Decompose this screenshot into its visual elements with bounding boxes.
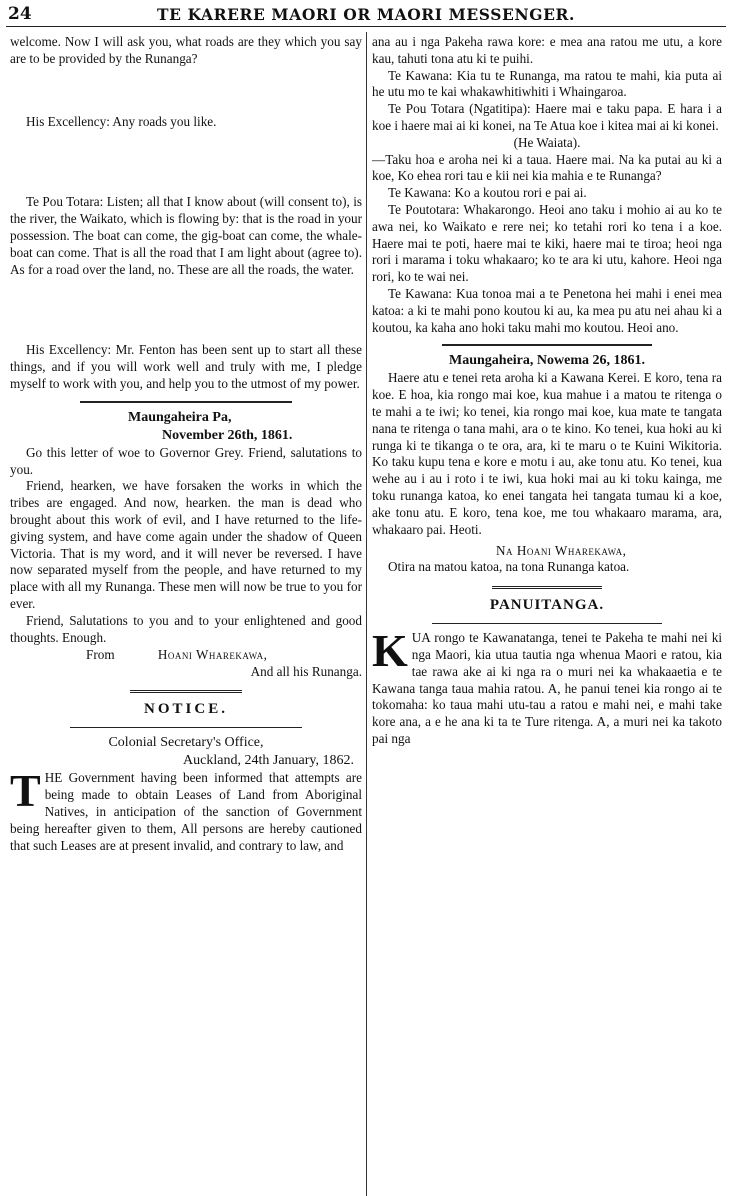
running-title: TE KARERE MAORI OR MAORI MESSENGER. xyxy=(157,5,575,24)
page-header xyxy=(6,2,726,27)
dialogue-paragraph: His Excellency: Mr. Fenton has been sent up to start all these things, and if you will work well and truly with me, I pledge myself to work with you, and help you to the utmost of my power. xyxy=(10,342,362,391)
notice-body xyxy=(372,625,722,748)
section-rule xyxy=(80,401,292,403)
section-rule xyxy=(70,727,302,728)
notice-date: Auckland, 24th January, 1862. xyxy=(183,753,354,769)
letter-date: November 26th, 1861. xyxy=(162,427,293,443)
section-rule xyxy=(432,623,662,624)
letter-paragraph: Go this letter of woe to Governor Grey. Friend, salutations to you. xyxy=(10,444,362,477)
maori-column xyxy=(372,34,722,748)
signature-from: From xyxy=(86,647,115,663)
signature-name: Na Hoani Wharekawa, xyxy=(496,543,627,559)
signature-name: Hoani Wharekawa, xyxy=(157,647,268,663)
dialogue-paragraph: Te Kawana: Kua tonoa mai a te Penetona hei mahi i enei mea katoa: a ki te mahi pono koutou ki au, ka mea pu atu nei ahau ki a koutou, ka kaha ano hoki taku mahi mo koutou. Heoi ano. xyxy=(372,285,722,335)
notice-text: UA rongo te Kawanatanga, tenei te Pakeha te mahi nei ki nga Maori, kia utua tautia nga whenua Maori e ratou, kia tae rawa ake ai ki nga ra o muri nei ka whakaaetia e te Kawana tanga taua mahia ratou. A, he panui tenei kia rongo ai te tokomaha: ko taua mahi utu-tau a ratou e mahi nei, e mahi take kore ana, a e he ana ki ta te Ture ritenga. A, a muri nei ka takoto pai nga xyxy=(372,630,722,746)
song-label: (He Waiata). xyxy=(513,134,581,150)
letter-signature xyxy=(10,646,362,663)
dialogue-paragraph: welcome. Now I will ask you, what roads are they which you say are to be provided by the Runanga? xyxy=(10,34,362,66)
notice-text: HE Government having been informed that attempts are being made to obtain Leases of Land from Aboriginal Natives, in anticipation of the sanction of Government being hereafter given to them, All persons are hereby cautioned that such Leases are at present invalid, and contrary to law, and xyxy=(10,770,362,853)
dialogue-paragraph: Te Pou Totara (Ngatitipa): Haere mai e taku papa. E hara i a koe i haere mai ai ki konei, na Te Atua koe i kitea mai ai ki konei. xyxy=(372,101,722,133)
dialogue-paragraph: Te Kawana: Ko a koutou rori e pai ai. xyxy=(388,185,587,201)
dialogue-paragraph: Te Poutotara: Whakarongo. Heoi ano taku i mohio ai au ko te awa nei, ko Waikato e rere nei; ko tetahi rori ko tena i a koe. Haere mai te poti, haere mai te kiki, haere mai te tiroa; heoi nga rori i marama i toku whakaaro; ko te ara ki utu, kahore. Heoi nga rori, ko te wai nei. xyxy=(372,201,722,285)
signature-line: And all his Runanga. xyxy=(250,664,362,680)
signature-line: Otira na matou katoa, na tona Runanga katoa. xyxy=(388,559,630,575)
section-rule xyxy=(442,344,652,346)
dialogue-paragraph: Te Kawana: Kia tu te Runanga, ma ratou te mahi, kia puta ai he utu mo te kai whakawhitiwhiti i Whaingaroa. xyxy=(372,67,722,100)
letter-paragraph: Friend, hearken, we have forsaken the works in which the tribes are engaged. And now, hearken. the man is dead who brought about this work of evil, and I have returned to the life-giving system, and have come again under the shadow of Queen Victoria. That is my word, and it will never be reversed. I have now separated myself from the people, and have returned to my place with all my Runanga. These men will now be true to you for ever. xyxy=(10,478,362,611)
column-divider xyxy=(366,32,367,1196)
letter-paragraph: Haere atu e tenei reta aroha ki a Kawana Kerei. E koro, tena ra koe. E hoa, kia rongo mai koe, kua mahue i a matou te ritenga o te mahi a te iwi; ko tenei, kia rongo mai koe, kua mate te tangata nana te ritenga o tana mahi, ara o te kino. Ko tenei, kua hoki au ki runga ki te tikanga o te ora, ara, ki te maru o te Kuini Wikitoria. Ko taku kupu tena e kore e motu i au, ake tonu atu. Ko tenei, kua wehe au i au i roto i te iwi, kua hoki mai au ki toku kainga, me toku runanga katoa, ko enei tangata hei tangata tumau ki a koe, ake tonu atu. E koro, tena koe, me tou whakaaro marama, ara, whakaaro pai. Heoti. xyxy=(372,370,722,537)
section-rule xyxy=(492,586,602,589)
drop-cap: K xyxy=(372,625,408,677)
letter-date: Maungaheira, Nowema 26, 1861. xyxy=(449,353,645,369)
dialogue-paragraph: ana au i nga Pakeha rawa kore: e mea ana ratou me utu, a kore kau, tahuti tona atu ki te puihi. xyxy=(372,34,722,66)
notice-body xyxy=(10,765,362,854)
drop-cap: T xyxy=(10,765,41,817)
notice-heading: NOTICE. xyxy=(144,701,228,718)
dialogue-paragraph: His Excellency: Any roads you like. xyxy=(26,113,217,129)
letter-paragraph: Friend, Salutations to you and to your enlightened and good thoughts. Enough. xyxy=(10,612,362,645)
english-column xyxy=(10,34,362,854)
letter-place: Maungaheira Pa, xyxy=(128,409,232,425)
notice-heading: PANUITANGA. xyxy=(489,597,605,614)
section-rule xyxy=(130,690,242,693)
page-number: 24 xyxy=(8,4,32,24)
notice-office: Colonial Secretary's Office, xyxy=(108,735,264,751)
dialogue-paragraph: —Taku hoa e aroha nei ki a taua. Haere mai. Na ka putai au ki a koe, Ko ehea rori tau e kii nei kia mahia e te Runanga? xyxy=(372,151,722,184)
dialogue-paragraph: Te Pou Totara: Listen; all that I know about (will consent to), is the river, the Waikato, which is flowing by: that is the road in your possession. The boat can come, the gig-boat can come, the whale-boat can come. That is all the road that I am light about (agree to). As for a road over the land, no. These are all the roads, the water. xyxy=(10,194,362,277)
